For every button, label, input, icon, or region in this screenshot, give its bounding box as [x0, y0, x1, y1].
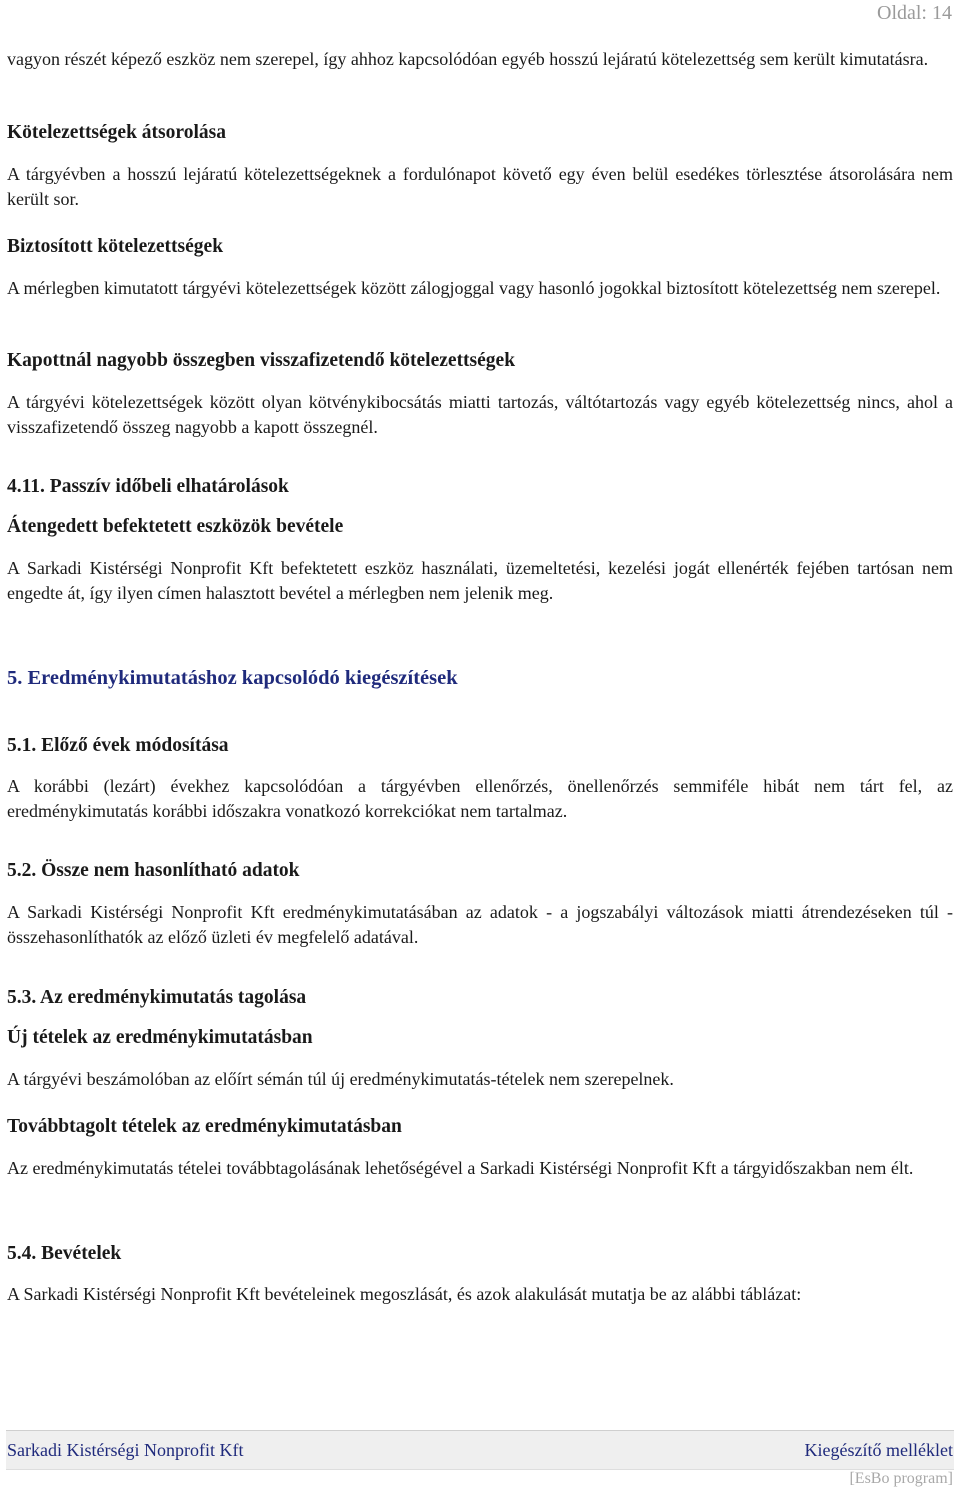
page-number: Oldal: 14: [877, 2, 952, 24]
paragraph-5-2: A Sarkadi Kistérségi Nonprofit Kft eredménykimutatásában az adatok - a jogszabályi változások miatti átrendezéseken túl - összehasonlíthatók az előző üzleti év megfelelő adatával.: [7, 902, 953, 947]
heading-atsorolas: Kötelezettségek átsorolása: [7, 122, 226, 143]
footer-company: Sarkadi Kistérségi Nonprofit Kft: [7, 1440, 244, 1460]
paragraph-kapottnal: A tárgyévi kötelezettségek között olyan kötvénykibocsátás miatti tartozás, váltótartozás vagy egyéb kötelezettség nincs, ahol a visszafizetendő összeg nagyobb a kapott összegnél.: [7, 392, 953, 437]
heading-uj-tetelek: Új tételek az eredménykimutatásban: [7, 1027, 313, 1048]
heading-kapottnal: Kapottnál nagyobb összegben visszafizetendő kötelezettségek: [7, 350, 516, 371]
paragraph-tovabbtagolt: Az eredménykimutatás tételei továbbtagolásának lehetőségével a Sarkadi Kistérségi Nonprofit Kft a tárgyidőszakban nem élt.: [7, 1158, 914, 1178]
paragraph-uj-tetelek: A tárgyévi beszámolóban az előírt sémán túl új eredménykimutatás-tételek nem szerepelnek.: [7, 1069, 674, 1089]
heading-biztositott: Biztosított kötelezettségek: [7, 236, 224, 257]
paragraph-biztositott: A mérlegben kimutatott tárgyévi kötelezettségek között zálogjoggal vagy hasonló jogokkal biztosított kötelezettség nem szerepel.: [7, 278, 941, 298]
paragraph-intro: vagyon részét képező eszköz nem szerepel, így ahhoz kapcsolódóan egyéb hosszú lejáratú kötelezettség sem került kimutatásra.: [7, 49, 929, 69]
heading-5-4: 5.4. Bevételek: [7, 1243, 122, 1264]
heading-tovabbtagolt: Továbbtagolt tételek az eredménykimutatásban: [7, 1116, 402, 1137]
paragraph-atsorolas: A tárgyévben a hosszú lejáratú kötelezettségeknek a fordulónapot követő egy éven belül esedékes törlesztése átsorolására nem került sor.: [7, 164, 953, 209]
paragraph-atengedett: A Sarkadi Kistérségi Nonprofit Kft befektetett eszköz használati, üzemeltetési, kezelési jogát ellenérték fejében tartósan nem engedte át, így ilyen címen halasztott bevétel a mérlegben nem jelenik meg.: [7, 558, 953, 603]
footer-bar: [6, 1430, 954, 1470]
heading-5-3: 5.3. Az eredménykimutatás tagolása: [7, 987, 307, 1008]
heading-4-11: 4.11. Passzív időbeli elhatárolások: [7, 476, 289, 497]
paragraph-5-4: A Sarkadi Kistérségi Nonprofit Kft bevételeinek megoszlását, és azok alakulását mutatja be az alábbi táblázat:: [7, 1284, 802, 1304]
heading-atengedett: Átengedett befektetett eszközök bevétele: [7, 516, 344, 537]
heading-5-1: 5.1. Előző évek módosítása: [7, 735, 229, 756]
heading-5-2: 5.2. Össze nem hasonlítható adatok: [7, 860, 300, 881]
footer-program: [EsBo program]: [849, 1470, 953, 1487]
paragraph-5-1: A korábbi (lezárt) évekhez kapcsolódóan a tárgyévben ellenőrzés, önellenőrzés semmiféle hibát nem tárt fel, az eredménykimutatás korábbi időszakra vonatkozó korrekciókat nem tartalmaz.: [7, 776, 953, 821]
heading-section-5: 5. Eredménykimutatáshoz kapcsolódó kiegészítések: [7, 667, 458, 689]
footer-document-title: Kiegészítő melléklet: [804, 1440, 953, 1460]
